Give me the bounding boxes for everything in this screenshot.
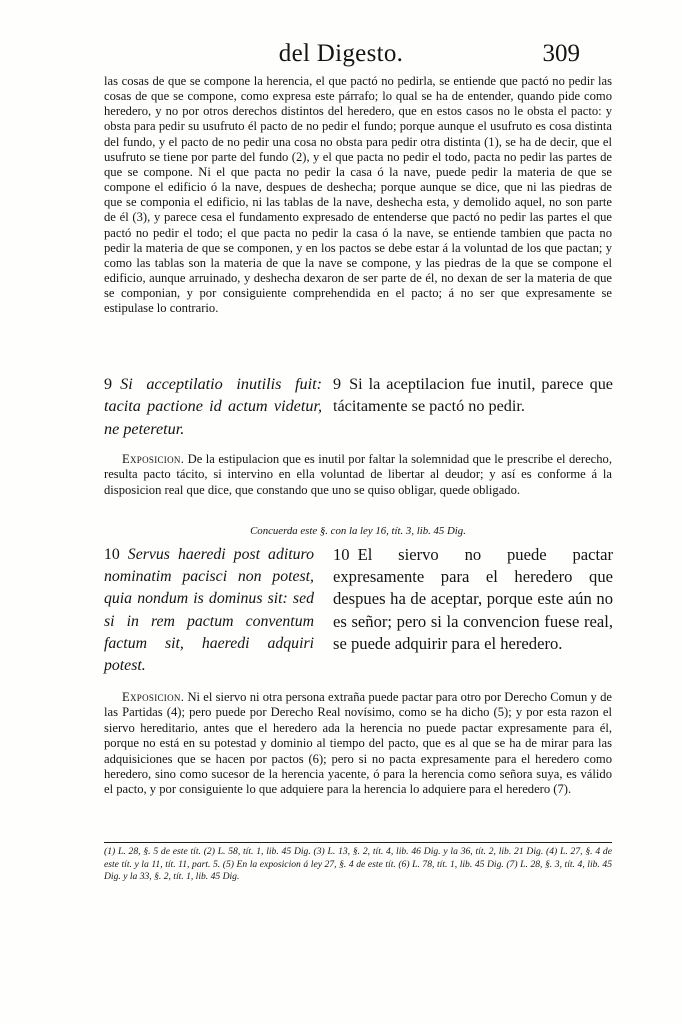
exposition-9-label: Exposicion. (122, 452, 185, 466)
law-9-number-latin: 9 (104, 375, 113, 393)
law-9-number-spanish: 9 (333, 375, 342, 393)
law-9-spanish (333, 373, 613, 418)
footnote-divider (104, 842, 612, 843)
law-10-number-spanish: 10 (333, 545, 350, 564)
intro-paragraph: las cosas de que se compone la herencia, el que pactó no pedirla, se entiende que pactó no pedir las cosas de que se compone, como expresa este párrafo; lo qual se ha de entender, quando pide como heredero, y no por otros derechos distintos del heredero, que en estos casos no le obsta el pacto: y obsta para pedir su usufruto él pacto de no pedir el fundo; porque aunque el usufruto es cosa distinta del fundo, y el pacto de no pedir una cosa no obsta para pedir otra distinta (1), se ha de decir, que el usufruto se tiene por parte del fundo (2), y el que pacta no pedir el todo, pacta no pedir las partes de que se compone. Ni el que pacta no pedir la casa ó la nave, puede pedir la materia de que se compone el edificio ó la nave, despues de deshecha; porque aunque se dice, que ni las piedras de que se componia el edificio, ni las tablas de la nave, deshecha esta, y demolido aquel, no son parte de él (3), y parece cesa el fundamento expresado de entenderse que pactó no pedir las partes el que pactó no pedir el todo; el que pacta no pedir la casa ó la nave, se entiende tambien que pacta no pedir la materia de que se componen, y en los pactos se debe estar á la voluntad de los que pactan; y como las tablas son la materia de que la nave se compone, y las piedras de la que se compone el edificio, aunque arruinado, y deshecha dexaron de ser parte de él, no dexan de ser la materia de que se componian, y por consiguiente comprehendida en el pacto; á no ser que expresamente se estipulase lo contrario. (104, 74, 612, 316)
law-9-latin (104, 373, 322, 440)
exposition-10-label: Exposicion. (122, 690, 185, 704)
page-number: 309 (542, 40, 580, 67)
exposition-10 (104, 690, 612, 798)
footnotes: (1) L. 28, §. 5 de este tít. (2) L. 58, tít. 1, lib. 45 Dig. (3) L. 13, §. 2, tít. 4, lib. 46 Dig. y la 36, tít. 2, lib. 21 Dig. (4) L. 27, §. 4 de este tít. y la 11, tít. 11, part. 5. (5) En la exposicion á ley 27, §. 4 de este tít. (6) L. 78, tít. 1, lib. 45 Dig. (7) L. 28, §. 3, tít. 4, lib. 45 Dig. y la 33, §. 2, tít. 1, lib. 45 Dig. (104, 846, 612, 883)
concordance-note: Concuerda este §. con la ley 16, tít. 3, lib. 45 Dig. (250, 525, 466, 537)
exposition-9 (104, 452, 612, 498)
law-10-number-latin: 10 (104, 546, 120, 563)
law-10-spanish (333, 544, 613, 655)
exposition-9-text: De la estipulacion que es inutil por faltar la solemnidad que le prescribe el derecho, resulta pacto tácito, si intervino en ella voluntad de libertar al deudor; y así es conforme á la disposicion real que dice, que constando que uno se quiso obligar, quede obligado. (104, 452, 612, 497)
law-9-latin-text: Si acceptilatio inutilis fuit: tacita pactione id actum videtur, ne peteretur. (104, 375, 322, 438)
law-9-spanish-text: Si la aceptilacion fue inutil, parece que tácitamente se pactó no pedir. (333, 375, 613, 416)
law-10-spanish-text: El siervo no puede pactar expresamente para el heredero que despues ha de aceptar, porque este aún no es señor; pero si la convencion fuese real, se puede adquirir para el heredero. (333, 545, 613, 653)
exposition-10-text: Ni el siervo ni otra persona extraña puede pactar para otro por Derecho Comun y de las Partidas (4); pero puede por Derecho Real novísimo, como se ha dicho (5); y por esta razon el siervo hereditario, antes que el heredero ada la herencia no puede pactar expresamente para él, porque no está en su potestad y dominio al tiempo del pacto, que es al que se ha de mirar para las adquisiciones que se hacen por pactos (6); pero si no pacta expresamente para el heredero como heredero, sino como sucesor de la herencia yacente, ó para la herencia como señora suya, es válido el pacto, y por consiguiente lo que adquiere para la herencia lo adquiere para el heredero (7). (104, 690, 613, 797)
law-10-latin-text: Servus haeredi post adituro nominatim pacisci non potest, quia nondum is dominus sit: sed si in rem pactum conventum factum sit, haeredi adquiri potest. (104, 546, 314, 675)
law-10-latin (104, 544, 314, 677)
running-title: del Digesto. (278, 40, 404, 67)
page-header (0, 40, 682, 72)
